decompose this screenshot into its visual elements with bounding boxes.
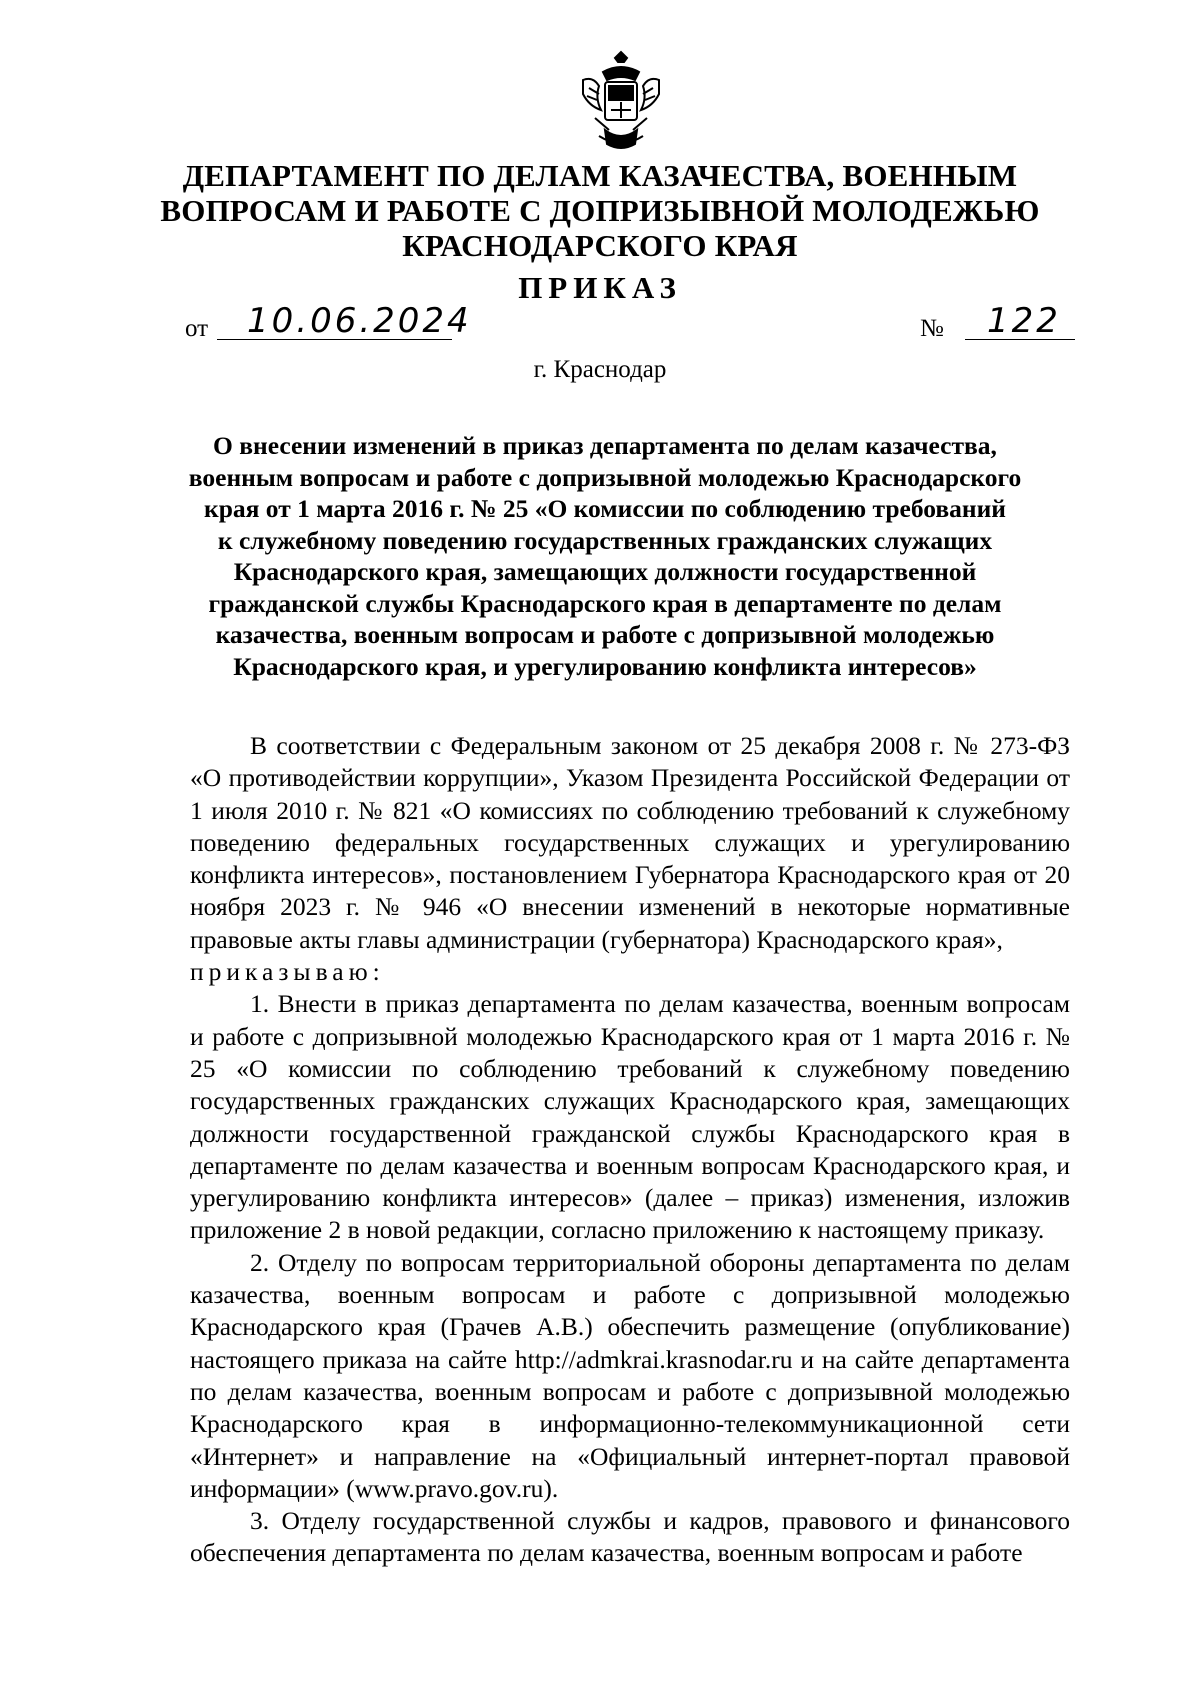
item-1-paragraph: 1. Внести в приказ департамента по делам казачества, военным вопросам и работе с допризывной молодежью Краснодарского края от 1 марта 2016 г. № 25 «О комиссии по соблюдению требований к служебному поведению государственных гражданских служащих Краснодарского края, замещающих должности государственной гражданской службы Краснодарского края в департаменте по делам казачества и военным вопросам Краснодарского края, и урегулированию конфликта интересов» (далее – приказ) изменения, изложив приложение 2 в новой редакции, согласно приложению к настоящему приказу. — [190, 989, 1070, 1245]
header-line-2: ВОПРОСАМ И РАБОТЕ С ДОПРИЗЫВНОЙ МОЛОДЕЖЬЮ — [160, 193, 1040, 228]
date-field — [217, 301, 472, 341]
department-header — [150, 158, 1050, 263]
header-line-3: КРАСНОДАРСКОГО КРАЯ — [402, 228, 798, 263]
order-title — [150, 430, 1060, 682]
order-body — [190, 730, 1070, 1570]
title-line: казачества, военным вопросам и работе с допризывной молодежью — [215, 620, 995, 649]
title-line: О внесении изменений в приказ департамента по делам казачества, — [213, 431, 997, 460]
item-2-paragraph: 2. Отделу по вопросам территориальной обороны департамента по делам казачества, военным вопросам и работе с допризывной молодежью Краснодарского края (Грачев А.В.) обеспечить размещение (опубликование) настоящего приказа на сайте http://admkrai.krasnodar.ru и на сайте департамента по делам казачества, военным вопросам и работе с допризывной молодежью Краснодарского края в информационно-телекоммуникационной сети «Интернет» и направление на «Официальный интернет-портал правовой информации» (www.pravo.gov.ru). — [190, 1247, 1070, 1503]
header-line-1: ДЕПАРТАМЕНТ ПО ДЕЛАМ КАЗАЧЕСТВА, ВОЕННЫМ — [182, 158, 1018, 193]
document-type: ПРИКАЗ — [518, 270, 682, 305]
number-field — [965, 301, 1075, 341]
title-line: военным вопросам и работе с допризывной молодежью Краснодарского — [188, 462, 1022, 492]
handwritten-date: 10.06.2024 — [247, 301, 472, 341]
date-number-line — [185, 301, 1065, 345]
number-label: № — [920, 315, 944, 342]
title-line: к служебному поведению государственных гражданских служащих — [217, 525, 993, 555]
city-line: г. Краснодар — [533, 356, 667, 383]
item-3-paragraph: 3. Отделу государственной службы и кадров, правового и финансового обеспечения департамента по делам казачества, военным вопросам и работе — [190, 1506, 1070, 1568]
date-label: от — [185, 315, 209, 342]
title-line: Краснодарского края, и урегулированию конфликта интересов» — [233, 651, 977, 681]
order-word: приказываю: — [190, 957, 385, 987]
title-line: края от 1 марта 2016 г. № 25 «О комиссии по соблюдению требований — [204, 494, 1006, 523]
preamble-paragraph: В соответствии с Федеральным законом от 25 декабря 2008 г. № 273-ФЗ «О противодействии коррупции», Указом Президента Российской Федерации от 1 июля 2010 г. № 821 «О комиссиях по соблюдению требований к служебному поведению федеральных государственных служащих и урегулированию конфликта интересов», постановлением Губернатора Краснодарского края от 20 ноября 2023 г. № 946 «О внесении изменений в некоторые нормативные правовые акты главы администрации (губернатора) Краснодарского края», — [190, 731, 1070, 954]
title-line: Краснодарского края, замещающих должности государственной — [233, 557, 977, 586]
coat-of-arms-emblem — [575, 50, 667, 154]
handwritten-number: 122 — [987, 301, 1061, 341]
title-line: гражданской службы Краснодарского края в департаменте по делам — [208, 588, 1002, 618]
